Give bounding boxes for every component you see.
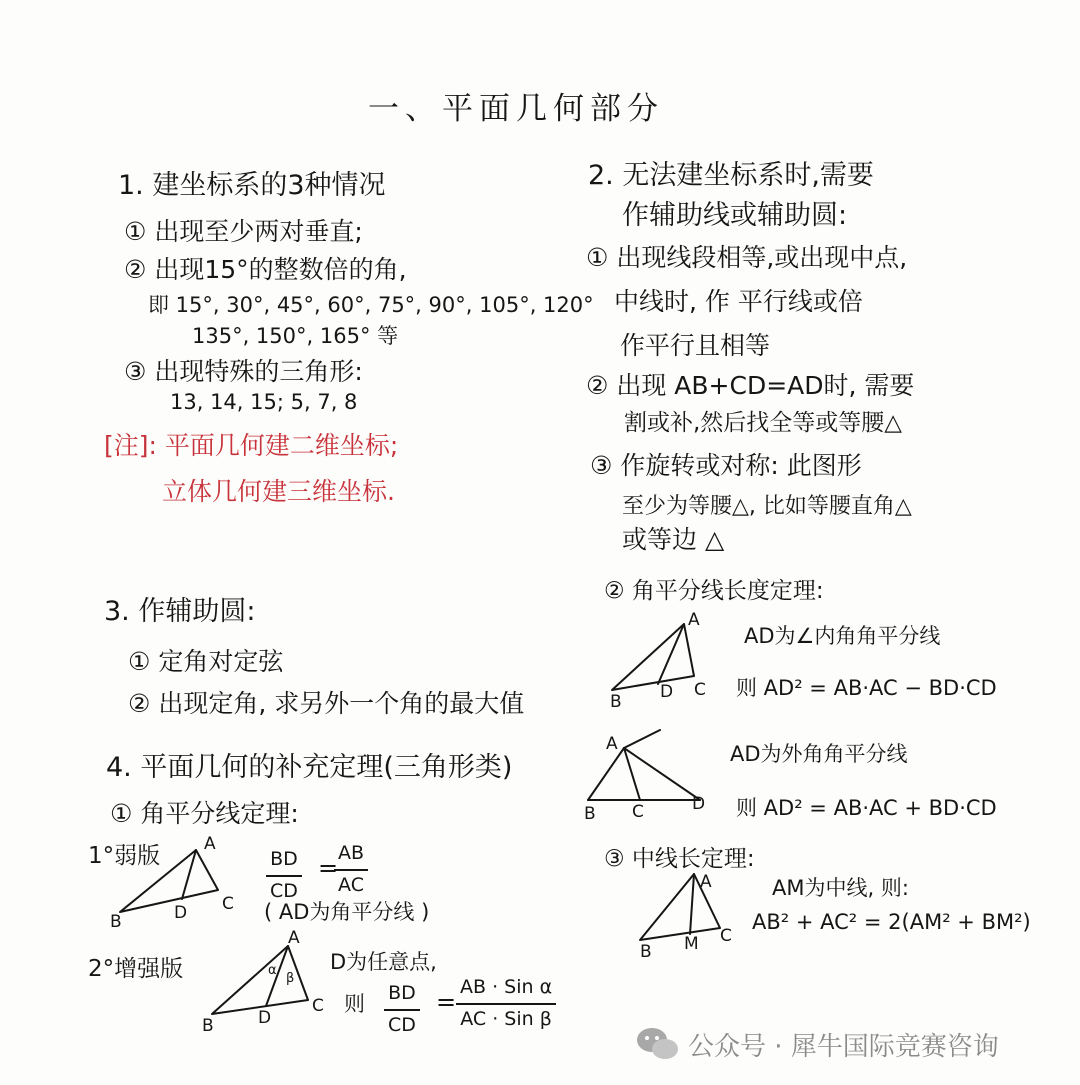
median-am xyxy=(690,874,694,934)
section-2-item-2-cont: 割或补,然后找全等或等腰△ xyxy=(624,410,902,436)
section-3-item-2: ② 出现定角, 求另外一个角的最大值 xyxy=(128,689,525,718)
section-2-item-3: ③ 作旋转或对称: 此图形 xyxy=(590,451,862,480)
section-4-item-1: ① 角平分线定理: xyxy=(110,799,299,828)
outer-label-d: D xyxy=(692,794,706,814)
strong-then: 则 xyxy=(344,992,365,1016)
weak-note: ( AD为角平分线 ) xyxy=(264,900,430,924)
outer-bisector-formula: 则 AD² = AB·AC + BD·CD xyxy=(736,796,997,820)
section-2-heading-cont: 作辅助线或辅助圆: xyxy=(622,200,848,231)
median-label-b: B xyxy=(640,942,652,962)
strong-equals: = xyxy=(436,988,457,1016)
outer-label-a: A xyxy=(606,734,618,754)
median-length-heading: ③ 中线长定理: xyxy=(604,846,755,872)
weak-label-c: C xyxy=(222,894,234,914)
strong-ratio-num: BD xyxy=(384,982,420,1011)
strong-label-d: D xyxy=(258,1008,272,1028)
section-1-item-1: ① 出现至少两对垂直; xyxy=(124,217,363,246)
section-2-heading: 2. 无法建坐标系时,需要 xyxy=(588,160,874,191)
strong-version-label: 2°增强版 xyxy=(88,956,184,982)
watermark-text: 公众号 · 犀牛国际竞赛咨询 xyxy=(688,1031,999,1062)
section-2-item-1: ① 出现线段相等,或出现中点, xyxy=(586,243,908,272)
wechat-official-account-icon xyxy=(634,1024,680,1064)
section-1-item-2-angles: 即 15°, 30°, 45°, 60°, 75°, 90°, 105°, 120° xyxy=(148,293,594,317)
median-formula: AB² + AC² = 2(AM² + BM²) xyxy=(752,910,1031,934)
outer-bisector-desc: AD为外角角平分线 xyxy=(730,742,908,766)
page-title: 一、平面几何部分 xyxy=(368,91,664,127)
angle-bisector-length-heading: ② 角平分线长度定理: xyxy=(604,578,824,604)
median-desc: AM为中线, 则: xyxy=(772,876,909,900)
note-line-2: 立体几何建三维坐标. xyxy=(162,477,395,506)
section-2-item-1-cont2: 作平行且相等 xyxy=(620,331,771,360)
section-3-item-1: ① 定角对定弦 xyxy=(128,647,284,676)
strong-ratio2-num: AB · Sin α xyxy=(456,976,556,1005)
inner-bisector-desc: AD为∠内角角平分线 xyxy=(744,624,941,648)
section-1-item-3-values: 13, 14, 15; 5, 7, 8 xyxy=(170,390,358,414)
section-1-item-2: ② 出现15°的整数倍的角, xyxy=(124,255,407,284)
weak-ratio-den: CD xyxy=(270,879,298,902)
weak-equals: = xyxy=(318,854,339,882)
watermark xyxy=(634,1024,999,1064)
weak-label-d: D xyxy=(174,903,188,923)
strong-note: D为任意点, xyxy=(330,950,437,974)
strong-label-b: B xyxy=(202,1016,214,1036)
inner-label-d: D xyxy=(660,682,674,702)
strong-label-a: A xyxy=(288,928,300,948)
weak-label-a: A xyxy=(204,834,216,854)
inner-label-c: C xyxy=(694,680,706,700)
note-line-1: [注]: 平面几何建二维坐标; xyxy=(104,431,399,460)
strong-ratio2-den: AC · Sin β xyxy=(460,1007,552,1030)
section-1-heading: 1. 建坐标系的3种情况 xyxy=(118,170,386,201)
weak-label-b: B xyxy=(110,912,122,932)
median-label-a: A xyxy=(700,872,712,892)
section-2-item-3-cont: 至少为等腰△, 比如等腰直角△ xyxy=(622,494,912,519)
outer-label-c: C xyxy=(632,802,644,822)
strong-ratio-den: CD xyxy=(388,1013,416,1036)
section-4-heading: 4. 平面几何的补充定理(三角形类) xyxy=(106,752,513,783)
section-1-item-2-angles-cont: 135°, 150°, 165° 等 xyxy=(192,324,399,348)
section-2-item-2: ② 出现 AB+CD=AD时, 需要 xyxy=(586,371,915,400)
weak-version-label: 1°弱版 xyxy=(88,843,161,869)
inner-bisector-formula: 则 AD² = AB·AC − BD·CD xyxy=(736,676,997,700)
median-label-c: C xyxy=(720,926,732,946)
inner-label-b: B xyxy=(610,692,622,712)
inner-label-a: A xyxy=(688,610,700,630)
section-1-item-3: ③ 出现特殊的三角形: xyxy=(124,357,363,386)
strong-label-beta: β xyxy=(286,971,295,986)
section-2-item-3-cont2: 或等边 △ xyxy=(622,525,725,554)
section-3-heading: 3. 作辅助圆: xyxy=(104,596,256,627)
weak-ratio2-num: AB xyxy=(334,842,368,871)
strong-label-c: C xyxy=(312,996,324,1016)
outer-label-b: B xyxy=(584,804,596,824)
strong-label-alpha: α xyxy=(268,963,277,978)
median-label-m: M xyxy=(684,934,699,954)
weak-ratio-num: BD xyxy=(266,848,302,877)
weak-ratio2-den: AC xyxy=(338,873,364,896)
section-2-item-1-cont: 中线时, 作 平行线或倍 xyxy=(614,287,863,316)
